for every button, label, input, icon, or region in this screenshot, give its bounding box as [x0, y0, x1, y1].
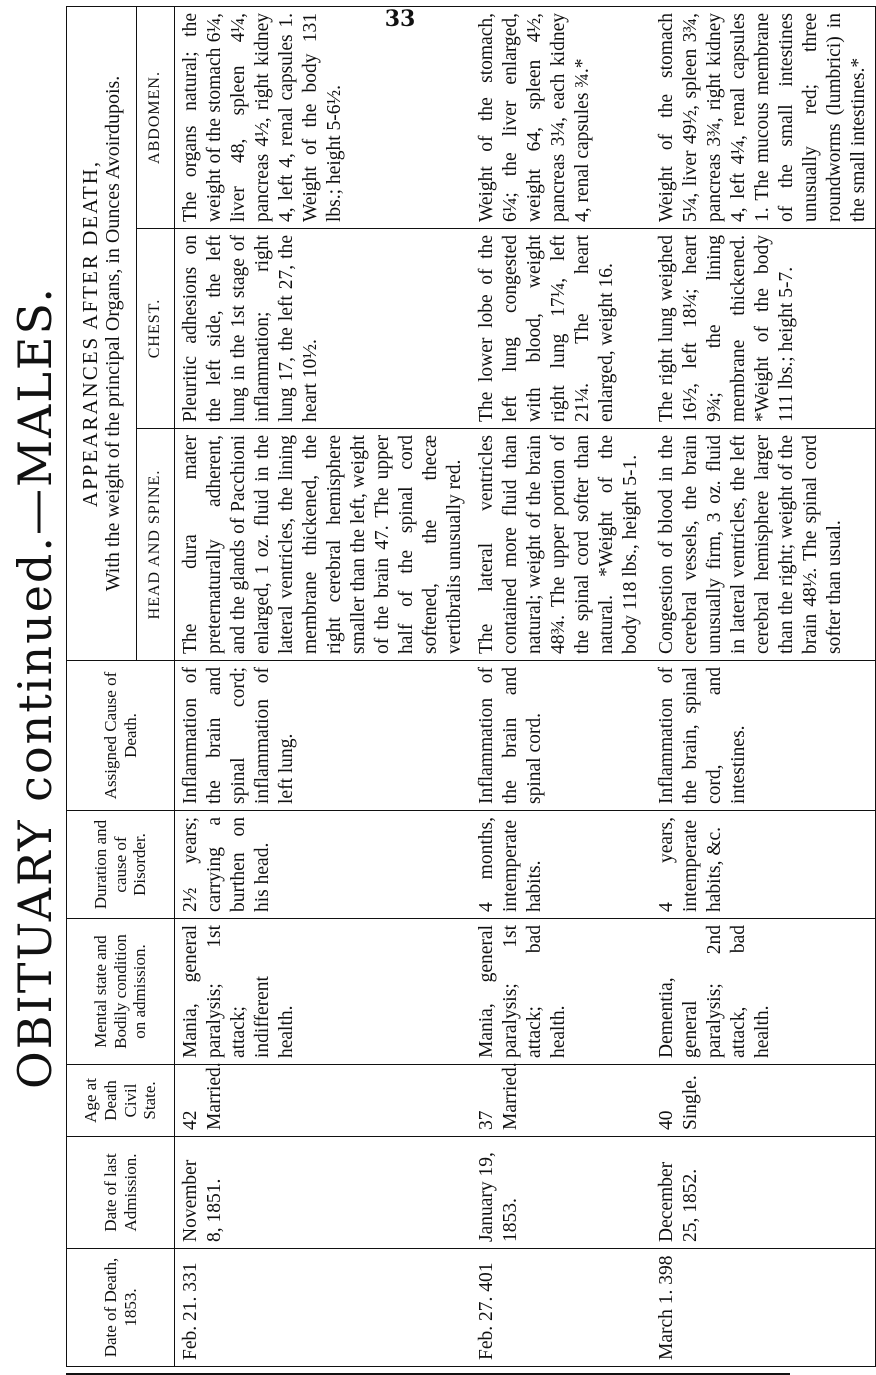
- cell-head-spine: The lateral ventricles contained more fluid than natural; weight of the brain 48¾. The upper portion of the spinal cord softer than natural. *Weight of the body 118 lbs., height 5-1.: [471, 429, 651, 661]
- cell-date-of-admission: January 19, 1853.: [471, 1137, 651, 1249]
- cell-chest: The lower lobe of the left lung congested with blood, weight right lung 17¼, left 21¼. The heart enlarged, weight 16.: [471, 229, 651, 429]
- obituary-table: [66, 6, 876, 1367]
- header-appearances-line2: With the weight of the principal Organs, in Ounces Avoirdupois.: [102, 75, 125, 592]
- header-mental-state: Mental state and Bodily condition on admission.: [67, 919, 175, 1065]
- cell-duration: 2½ years; carrying a burthen on his head.: [175, 811, 471, 919]
- cell-abdomen: Weight of the stomach 5¼, liver 49½, spleen 3¾, pancreas 3¾, right kidney 4, left 4¼, renal capsules 1. The mucous membrane of the small intestines unusually red; three roundworms (lumbrici) in the small intestines.*: [651, 6, 875, 228]
- header-appearances: [67, 6, 137, 660]
- header-abdomen: ABDOMEN.: [137, 6, 175, 228]
- cell-head-spine: The dura mater preternaturally adherent, and the glands of Pacchioni enlarged, 1 oz. fluid in the lateral ventricles, the lining membrane thickened, the right cerebral hemisphere smaller than the left, weight of the brain 47. The upper half of the spinal cord softened, the thecæ vertibralis unusually red.: [175, 429, 471, 661]
- cell-date-of-death: March 1. 398: [651, 1249, 875, 1367]
- header-date-of-admission: Date of last Admission.: [67, 1137, 175, 1249]
- cell-abdomen: Weight of the stomach, 6¼; the liver enlarged, weight 64, spleen 4½, pancreas 3¼, each kidney 4, renal capsules ¾.*: [471, 6, 651, 228]
- cell-duration: 4 months, intemperate habits.: [471, 811, 651, 919]
- header-appearances-line1: APPEARANCES AFTER DEATH,: [77, 159, 102, 508]
- table-row: [651, 6, 875, 1366]
- cell-mental-state: Mania, general paralysis; 1st attack; indifferent health.: [175, 919, 471, 1065]
- cell-date-of-admission: December 25, 1852.: [651, 1137, 875, 1249]
- header-duration: Duration and cause of Disorder.: [67, 811, 175, 919]
- cell-date-of-death: Feb. 21. 331: [175, 1249, 471, 1367]
- table-row: [175, 6, 471, 1366]
- cell-mental-state: Dementia, general paralysis; 2nd attack, bad health.: [651, 919, 875, 1065]
- obituary-table-frame: [66, 7, 869, 1367]
- cell-abdomen: The organs natural; the weight of the stomach 6¼, liver 48, spleen 4¼, pancreas 4½, right kidney 4, left 4, renal capsules 1. Weight of the body 131 lbs.; height 5-6½.: [175, 6, 471, 228]
- cell-age-state: 37 Married.: [471, 1065, 651, 1137]
- header-age-state: Age at Death Civil State.: [67, 1065, 175, 1137]
- cell-mental-state: Mania, general paralysis; 1st attack; bad health.: [471, 919, 651, 1065]
- header-date-of-death: Date of Death, 1853.: [67, 1249, 175, 1367]
- cell-date-of-admission: November 8, 1851.: [175, 1137, 471, 1249]
- cell-assigned-cause: Inflammation of the brain and spinal cord.: [471, 661, 651, 811]
- running-title: OBITUARY continued.—MALES.: [8, 286, 62, 1089]
- header-row-1: [67, 6, 137, 1366]
- page-number: 33: [384, 6, 416, 32]
- cell-date-of-death: Feb. 27. 401: [471, 1249, 651, 1367]
- table-row: [471, 6, 651, 1366]
- header-head-spine: HEAD AND SPINE.: [137, 429, 175, 661]
- header-chest: CHEST.: [137, 229, 175, 429]
- header-assigned-cause: Assigned Cause of Death.: [67, 661, 175, 811]
- cell-chest: Pleuritic adhesions on the left side, the left lung in the 1st stage of inflammation; right lung 17, the left 27, the heart 10½.: [175, 229, 471, 429]
- cell-chest: The right lung weighed 16½, left 18¼; heart 9¾; the lining membrane thickened. *Weight of the body 111 lbs.; height 5-7.: [651, 229, 875, 429]
- cell-age-state: 42 Married.: [175, 1065, 471, 1137]
- cell-assigned-cause: Inflammation of the brain and spinal cord; inflammation of left lung.: [175, 661, 471, 811]
- cell-duration: 4 years, intemperate habits, &c.: [651, 811, 875, 919]
- cell-assigned-cause: Inflammation of the brain, spinal cord, and intestines.: [651, 661, 875, 811]
- cell-age-state: 40 Single.: [651, 1065, 875, 1137]
- cell-head-spine: Congestion of blood in the cerebral vessels, the brain unusually firm, 3 oz. fluid in lateral ventricles, the left cerebral hemisphere larger than the right; weight of the brain 48½. The spinal cord softer than usual.: [651, 429, 875, 661]
